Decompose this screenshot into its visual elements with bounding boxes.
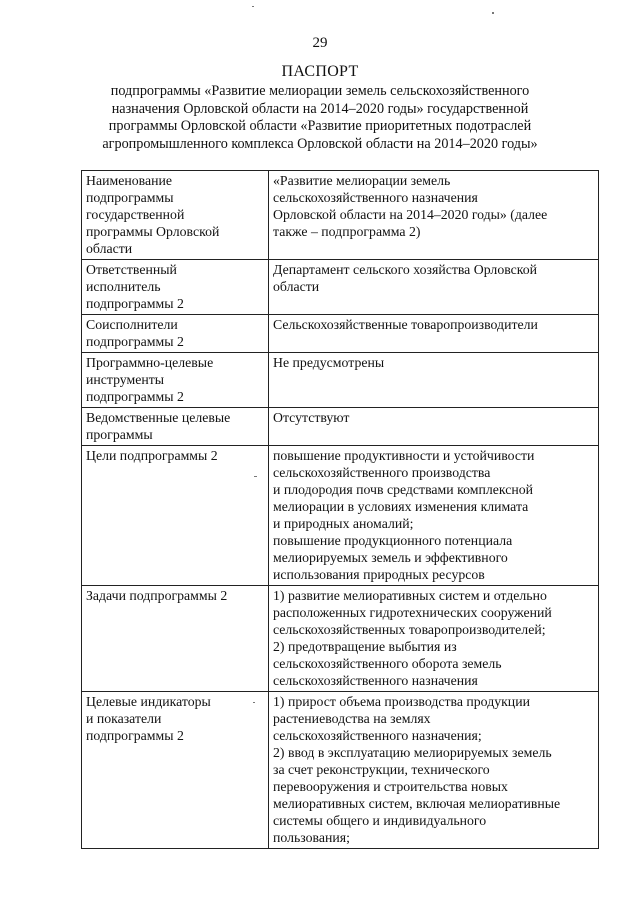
row-value-line: мелиоративных систем, включая мелиоративные <box>273 796 561 811</box>
row-value-line: Отсутствуют <box>273 410 350 425</box>
row-value-line: области <box>273 279 320 294</box>
scan-speck <box>252 6 254 7</box>
table-row <box>82 260 599 315</box>
subtitle-line: программы Орловской области «Развитие приоритетных подотраслей <box>108 118 532 134</box>
table-row <box>82 692 599 849</box>
row-value-line: сельскохозяйственного назначения; <box>273 728 482 743</box>
table-row <box>82 446 599 586</box>
row-label-cell <box>82 353 269 408</box>
row-value-line: сельскохозяйственного производства <box>273 465 491 480</box>
row-label-line: подпрограммы 2 <box>86 389 184 404</box>
row-value-line: также – подпрограмма 2) <box>273 224 421 239</box>
row-value-line: повышение продукционного потенциала <box>273 533 513 548</box>
subtitle-line: назначения Орловской области на 2014–2020 годы» государственной <box>111 100 529 117</box>
row-value-line: Департамент сельского хозяйства Орловской <box>273 262 538 277</box>
row-label-line: программы <box>86 427 153 442</box>
row-value-cell <box>269 586 599 692</box>
row-value-line: 2) предотвращение выбытия из <box>273 639 457 654</box>
row-value-line: сельскохозяйственных товаропроизводителей; <box>273 622 546 637</box>
row-label-line: подпрограммы <box>86 190 174 205</box>
row-label-line: Наименование <box>86 173 172 188</box>
scan-speck <box>492 12 494 14</box>
table-row <box>82 315 599 353</box>
row-label-line: подпрограммы 2 <box>86 728 184 743</box>
table-row <box>82 586 599 692</box>
row-label-line: Целевые индикаторы <box>86 694 211 709</box>
passport-table <box>81 170 599 849</box>
row-value-line: перевооружения и строительства новых <box>273 779 508 794</box>
row-label-cell <box>82 446 269 586</box>
row-value-cell <box>269 315 599 353</box>
row-label-cell <box>82 315 269 353</box>
row-label-cell <box>82 260 269 315</box>
row-value-line: 1) развитие мелиоративных систем и отдельно <box>273 588 547 603</box>
row-label-line: подпрограммы 2 <box>86 334 184 349</box>
table-row <box>82 353 599 408</box>
row-value-line: «Развитие мелиорации земель <box>273 173 451 188</box>
document-title: ПАСПОРТ <box>281 63 359 80</box>
row-value-line: Не предусмотрены <box>273 355 385 370</box>
row-value-line: и природных аномалий; <box>273 516 414 531</box>
row-value-line: 2) ввод в эксплуатацию мелиорируемых земель <box>273 745 552 760</box>
row-value-line: и плодородия почв средствами комплексной <box>273 482 534 497</box>
row-value-cell <box>269 260 599 315</box>
row-label-line: области <box>86 241 133 256</box>
row-value-line: за счет реконструкции, технического <box>273 762 490 777</box>
table-row <box>82 171 599 260</box>
row-value-line: расположенных гидротехнических сооружений <box>273 605 552 620</box>
row-label-cell <box>82 586 269 692</box>
row-value-line: системы общего и индивидуального <box>273 813 487 828</box>
row-value-cell <box>269 408 599 446</box>
row-label-cell <box>82 408 269 446</box>
row-label-line: Соисполнители <box>86 317 178 332</box>
row-label-line: и показатели <box>86 711 162 726</box>
row-label-cell <box>82 692 269 849</box>
row-label-line: Задачи подпрограммы 2 <box>86 588 228 603</box>
row-label-line: Ответственный <box>86 262 177 277</box>
row-value-line: растениеводства на землях <box>273 711 431 726</box>
row-label-line: Ведомственные целевые <box>86 410 231 425</box>
row-value-cell <box>269 692 599 849</box>
row-value-cell <box>269 171 599 260</box>
row-value-line: сельскохозяйственного оборота земель <box>273 656 502 671</box>
row-label-cell <box>82 171 269 260</box>
row-label-line: государственной <box>86 207 185 222</box>
row-label-line: инструменты <box>86 372 165 387</box>
row-value-line: повышение продуктивности и устойчивости <box>273 448 535 463</box>
row-value-line: Орловской области на 2014–2020 годы» (далее <box>273 207 548 222</box>
row-value-line: мелиорации в условиях изменения климата <box>273 499 529 514</box>
subtitle-line: агропромышленного комплекса Орловской области на 2014–2020 годы» <box>102 135 538 152</box>
row-label-line: Программно-целевые <box>86 355 214 370</box>
row-value-line: пользования; <box>273 830 350 845</box>
row-label-line: подпрограммы 2 <box>86 296 184 311</box>
row-label-line: Цели подпрограммы 2 <box>86 448 218 463</box>
row-value-cell <box>269 353 599 408</box>
table-row <box>82 408 599 446</box>
row-value-line: использования природных ресурсов <box>273 567 485 582</box>
subtitle-line: подпрограммы «Развитие мелиорации земель сельскохозяйственного <box>110 83 530 99</box>
row-value-line: 1) прирост объема производства продукции <box>273 694 530 709</box>
row-value-line: Сельскохозяйственные товаропроизводители <box>273 317 538 332</box>
row-value-line: мелиорируемых земель и эффективного <box>273 550 508 565</box>
row-value-cell <box>269 446 599 586</box>
row-label-line: исполнитель <box>86 279 161 294</box>
row-label-line: программы Орловской <box>86 224 220 239</box>
page-number: 29 <box>312 35 328 51</box>
row-value-line: сельскохозяйственного назначения <box>273 673 478 688</box>
row-value-line: сельскохозяйственного назначения <box>273 190 478 205</box>
document-subtitle <box>85 83 555 153</box>
